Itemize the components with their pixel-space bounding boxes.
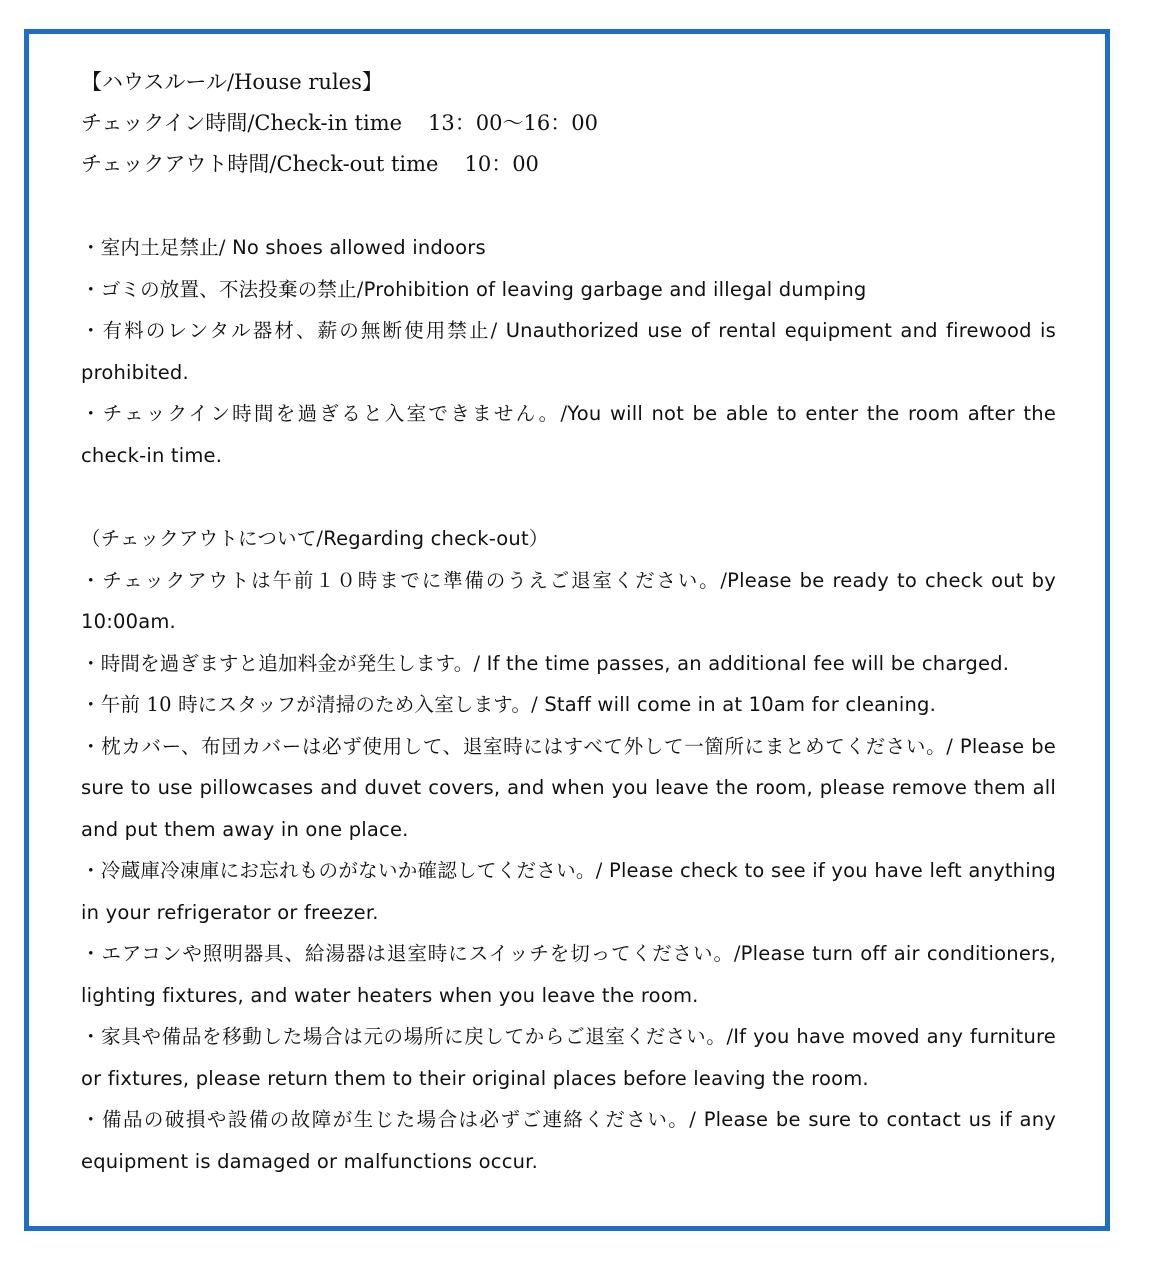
checkout-heading-jp: （チェックアウトについて/ [81,527,324,550]
checkout-rule-jp: ・チェックアウトは午前１０時までに準備のうえご退室ください。/ [81,568,728,592]
checkout-rule-en: Please be ready to check out by 10:00am. [81,568,1056,633]
checkout-rule-jp: ・エアコンや照明器具、給湯器は退室時にスイッチを切ってください。/ [81,942,741,965]
checkout-rule-item [81,933,1056,1016]
checkout-rule-item [81,643,1056,685]
rule-item [81,227,1056,269]
house-rules-frame [24,29,1110,1231]
rule-item [81,269,1056,311]
checkout-rule-en: Please check to see if you have left anything in your refrigerator or freezer. [81,859,1056,924]
rule-item-en: No shoes allowed indoors [225,236,486,259]
checkout-rule-item [81,850,1056,933]
checkout-rule-item [81,726,1056,851]
page-title: 【ハウスルール/House rules】 [81,70,383,94]
checkout-rule-item [81,1016,1056,1099]
checkin-time-line [81,103,1056,144]
checkout-time-value: 10：00 [464,152,539,176]
checkout-rule-item [81,1099,1056,1182]
rule-item [81,393,1056,476]
checkout-rule-en: If the time passes, an additional fee will be charged. [480,651,1010,675]
checkout-rule-en: If you have moved any furniture or fixtures, please return them to their original places before leaving the room. [81,1025,1057,1090]
checkout-rule-jp: ・時間を過ぎますと追加料金が発生します。/ [81,651,481,675]
rule-item-en: You will not be able to enter the room after the check-in time. [81,402,1057,467]
checkout-rule-jp: ・枕カバー、布団カバーは必ず使用して、退室時にはすべて外して一箇所にまとめてください。/ [81,734,954,758]
rule-item-jp: ・チェックイン時間を過ぎると入室できません。/ [81,402,568,425]
checkout-rule-en: Staff will come in at 10am for cleaning. [537,693,936,716]
rule-item [81,310,1056,393]
checkout-rule-en: Please be sure to use pillowcases and duvet covers, and when you leave the room, please remove them all and put them away in one place. [81,734,1056,841]
checkout-time-line [81,144,1056,185]
checkout-rule-jp: ・冷蔵庫冷凍庫にお忘れものがないか確認してください。/ [81,859,603,882]
rule-item-en: Unauthorized use of rental equipment and firewood is prohibited. [81,319,1056,384]
checkout-rule-item [81,560,1056,643]
checkout-rule-jp: ・午前 10 時にスタッフが清掃のため入室します。/ [81,693,538,716]
checkout-rule-jp: ・家具や備品を移動した場合は元の場所に戻してからご退室ください。/ [81,1025,734,1048]
rule-item-jp: ・ゴミの放置、不法投棄の禁止/ [81,277,364,301]
checkout-rule-en: Please turn off air conditioners, lighting fixtures, and water heaters when you leave the room. [81,942,1056,1007]
checkout-time-label: チェックアウト時間/Check-out time [81,152,439,176]
rule-item-jp: ・室内土足禁止/ [81,236,226,259]
checkout-rule-en: Please be sure to contact us if any equipment is damaged or malfunctions occur. [81,1108,1056,1173]
house-rules-content [81,62,1056,1182]
checkout-rule-item [81,684,1056,726]
rule-item-en: Prohibition of leaving garbage and illegal dumping [363,277,867,301]
checkout-rule-jp: ・備品の破損や設備の故障が生じた場合は必ずご連絡ください。/ [81,1108,697,1131]
checkout-section-heading [81,518,1056,560]
checkin-time-label: チェックイン時間/Check-in time [81,111,403,135]
checkin-time-value: 13：00〜16：00 [428,111,598,135]
rule-item-jp: ・有料のレンタル器材、薪の無断使用禁止/ [81,319,498,342]
checkout-heading-en: Regarding check-out） [323,527,549,550]
